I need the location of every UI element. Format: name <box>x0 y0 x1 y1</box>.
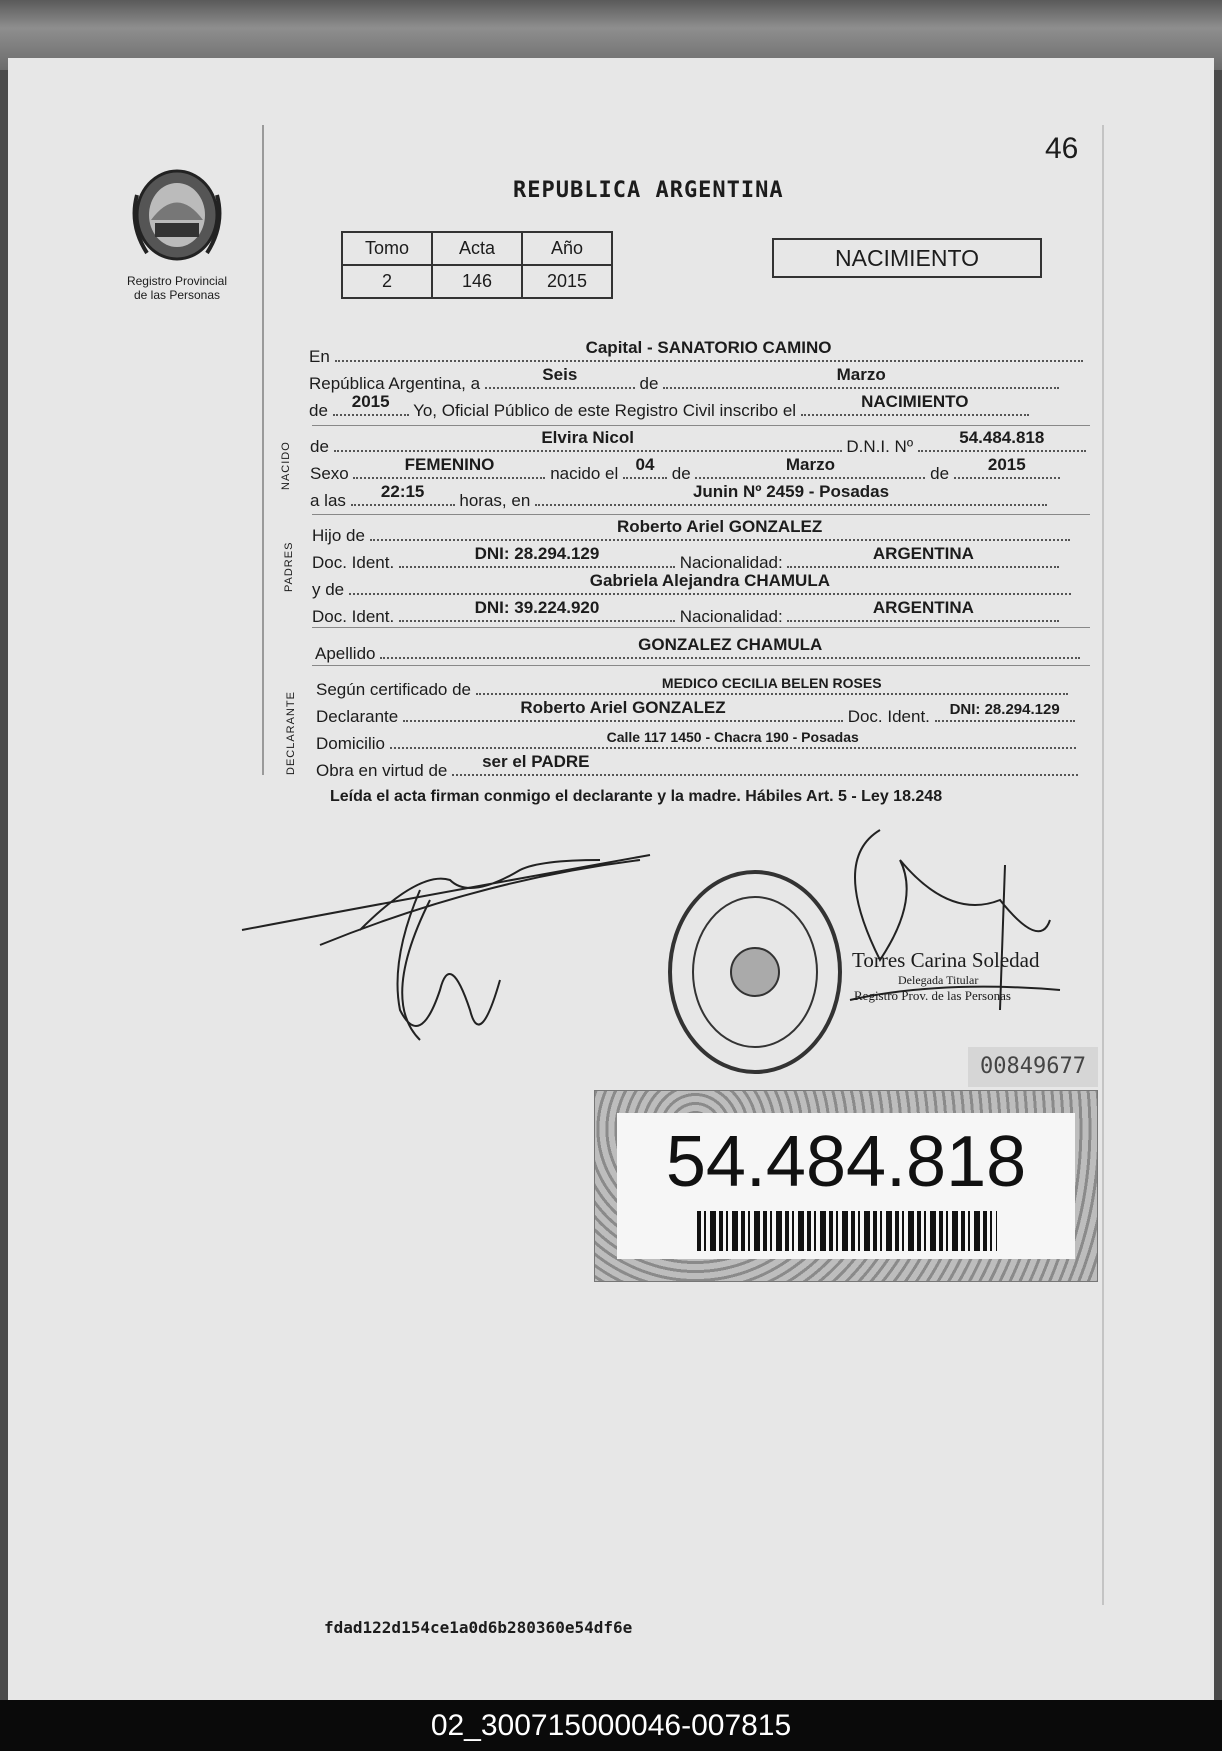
father-doc-value: DNI: 28.294.129 <box>474 544 600 563</box>
country-title: REPUBLICA ARGENTINA <box>513 178 784 203</box>
father-nat-value: ARGENTINA <box>872 544 974 563</box>
official-title: Delegada Titular <box>898 973 979 987</box>
dni-label: D.N.I. Nº <box>846 437 914 456</box>
obra-value: ser el PADRE <box>482 752 590 771</box>
official-signature-block <box>852 948 1039 1004</box>
de-label-2: de <box>671 464 691 483</box>
decl-doc-value: DNI: 28.294.129 <box>949 701 1060 718</box>
nacido-label: nacido el <box>550 464 619 483</box>
dni-sticker-label <box>617 1113 1075 1259</box>
decl-doc-label: Doc. Ident. <box>847 707 930 726</box>
yde-label: y de <box>312 580 345 599</box>
document-hash: fdad122d154ce1a0d6b280360e54df6e <box>324 1618 633 1637</box>
decl-name-value: Roberto Ariel GONZALEZ <box>520 698 726 717</box>
official-org: Registro Prov. de las Personas <box>854 988 1011 1003</box>
dom-label: Domicilio <box>316 734 385 753</box>
section-label-padres: PADRES <box>283 541 295 592</box>
de-label-3: de <box>930 464 950 483</box>
dni-sticker <box>594 1090 1098 1282</box>
de-label: de <box>639 374 659 393</box>
birth-place-value: Junin Nº 2459 - Posadas <box>692 482 890 501</box>
sexo-value: FEMENINO <box>404 455 495 474</box>
section-label-nacido: NACIDO <box>280 441 292 490</box>
ref-header-tomo: Tomo <box>342 232 432 265</box>
sexo-label: Sexo <box>310 464 349 483</box>
oficial-text: Yo, Oficial Público de este Registro Civil inscribo el <box>413 401 797 420</box>
ref-header-acta: Acta <box>432 232 522 265</box>
official-name: Torres Carina Soledad <box>852 948 1040 972</box>
day-value: Seis <box>542 365 578 384</box>
page-number: 46 <box>1045 132 1079 165</box>
horas-label: horas, en <box>459 491 531 510</box>
scan-footer: 02_300715000046-007815 <box>0 1700 1222 1751</box>
cert-value: MEDICO CECILIA BELEN ROSES <box>661 675 882 691</box>
alas-label: a las <box>310 491 346 510</box>
mother-doc-value: DNI: 39.224.920 <box>474 598 600 617</box>
doc-label-2: Doc. Ident. <box>312 607 395 626</box>
child-name-value: Elvira Nicol <box>541 428 634 447</box>
birth-month-value: Marzo <box>785 455 835 474</box>
hijo-label: Hijo de <box>312 526 365 545</box>
ref-header-anio: Año <box>522 232 612 265</box>
birth-year-value: 2015 <box>987 455 1026 474</box>
nac-label-2: Nacionalidad: <box>679 607 783 626</box>
year-value: 2015 <box>351 392 390 411</box>
cert-label: Según certificado de <box>316 680 471 699</box>
apellido-label: Apellido <box>315 644 376 663</box>
republica-label: República Argentina, a <box>309 374 481 393</box>
ref-value-acta: 146 <box>432 265 522 298</box>
mother-nat-value: ARGENTINA <box>872 598 974 617</box>
logo-caption-line1: Registro Provincial <box>126 274 228 288</box>
logo-caption-line2: de las Personas <box>133 288 221 302</box>
act-type-box: NACIMIENTO <box>772 238 1042 278</box>
closing-statement: Leída el acta firman conmigo el declarante y la madre. Hábiles Art. 5 - Ley 18.248 <box>330 788 943 805</box>
en-label: En <box>309 347 330 366</box>
birth-day-value: 04 <box>635 455 655 474</box>
official-seal <box>670 872 840 1072</box>
obra-label: Obra en virtud de <box>316 761 448 780</box>
decl-label: Declarante <box>316 707 399 726</box>
time-value: 22:15 <box>380 482 425 501</box>
de2-label: de <box>309 401 328 420</box>
de-label: de <box>310 437 329 456</box>
ref-value-anio: 2015 <box>522 265 612 298</box>
mother-name-value: Gabriela Alejandra CHAMULA <box>589 571 830 590</box>
doc-label: Doc. Ident. <box>312 553 395 572</box>
dni-sticker-number: 54.484.818 <box>665 1122 1027 1202</box>
section-label-declarante: DECLARANTE <box>285 691 297 775</box>
domicilio-value: Calle 117 1450 - Chacra 190 - Posadas <box>606 729 859 745</box>
father-name-value: Roberto Ariel GONZALEZ <box>617 517 823 536</box>
month-value: Marzo <box>836 365 886 384</box>
apellido-value: GONZALEZ CHAMULA <box>638 635 823 654</box>
child-dni-value: 54.484.818 <box>959 428 1045 447</box>
inscription-value: NACIMIENTO <box>861 392 969 411</box>
declarant-signature <box>242 855 650 1040</box>
nac-label: Nacionalidad: <box>679 553 783 572</box>
ref-value-tomo: 2 <box>342 265 432 298</box>
serial-number: 00849677 <box>968 1047 1098 1087</box>
place-value: Capital - SANATORIO CAMINO <box>585 338 832 357</box>
barcode-icon <box>697 1211 997 1251</box>
